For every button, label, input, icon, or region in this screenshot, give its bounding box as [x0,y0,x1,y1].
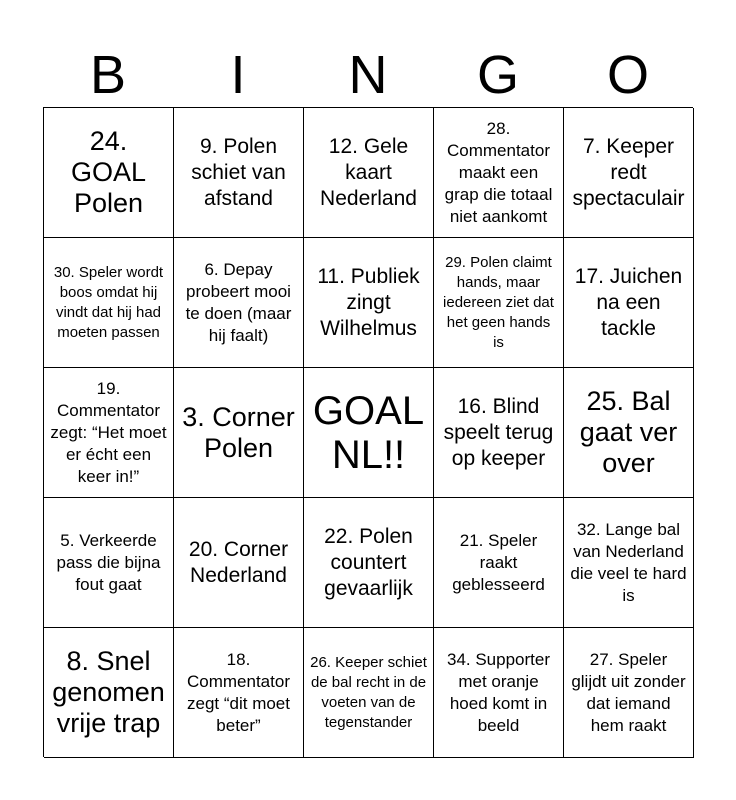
cell-text: 17. Juichen na een tackle [574,264,683,340]
cell-text: 5. Verkeerde pass die bijna fout gaat [56,530,161,594]
cell-text: 11. Publiek zingt Wilhelmus [317,264,420,340]
bingo-cell-r4c1[interactable] [44,498,174,628]
cell-text: 9. Polen schiet van afstand [191,134,286,210]
bingo-cell-r4c5[interactable] [564,498,694,628]
cell-text: 28. Commentator maakt een grap die totaal niet aankomt [444,118,553,226]
bingo-cell-r1c4[interactable] [434,108,564,238]
bingo-cell-free[interactable] [304,368,434,498]
cell-text: 26. Keeper schiet de bal recht in de voeten van de tegenstander [310,653,427,731]
cell-text: 3. Corner Polen [182,401,295,463]
bingo-cell-r3c4[interactable] [434,368,564,498]
bingo-cell-r2c1[interactable] [44,238,174,368]
bingo-cell-r3c5[interactable] [564,368,694,498]
cell-text: 16. Blind speelt terug op keeper [443,394,554,470]
cell-text: 27. Speler glijdt uit zonder dat iemand hem raakt [571,649,686,735]
bingo-cell-r5c5[interactable] [564,628,694,758]
cell-text: 12. Gele kaart Nederland [320,134,417,210]
bingo-board [43,107,693,757]
cell-text: 7. Keeper redt spectaculair [572,134,685,210]
cell-text: 34. Supporter met oranje hoed komt in beeld [446,649,550,735]
bingo-cell-r4c2[interactable] [174,498,304,628]
cell-text: 20. Corner Nederland [188,537,289,587]
bingo-cell-r4c4[interactable] [434,498,564,628]
bingo-cell-r2c3[interactable] [304,238,434,368]
bingo-header [43,42,693,108]
bingo-cell-r1c3[interactable] [304,108,434,238]
cell-text: 30. Speler wordt boos omdat hij vindt dat hij had moeten passen [53,263,164,341]
cell-text: 22. Polen countert gevaarlijk [324,524,413,600]
bingo-cell-r3c2[interactable] [174,368,304,498]
header-letter-i: I [230,45,246,105]
bingo-cell-r1c2[interactable] [174,108,304,238]
cell-text: GOAL NL!! [312,388,425,477]
bingo-cell-r2c2[interactable] [174,238,304,368]
cell-text: 25. Bal gaat ver over [579,386,678,478]
header-letter-b: B [89,45,127,105]
cell-text: 18. Commentator zegt “dit moet beter” [187,649,290,735]
cell-text: 24. GOAL Polen [70,126,147,218]
bingo-cell-r2c4[interactable] [434,238,564,368]
bingo-cell-r5c2[interactable] [174,628,304,758]
cell-text: 19. Commentator zegt: “Het moet er écht een keer in!” [50,378,167,486]
bingo-cell-r2c5[interactable] [564,238,694,368]
bingo-cell-r3c1[interactable] [44,368,174,498]
bingo-cell-r1c5[interactable] [564,108,694,238]
bingo-cell-r5c3[interactable] [304,628,434,758]
cell-text: 6. Depay probeert mooi te doen (maar hij faalt) [185,259,292,345]
header-letter-n: N [348,45,388,105]
bingo-cell-r5c1[interactable] [44,628,174,758]
bingo-cell-r1c1[interactable] [44,108,174,238]
cell-text: 8. Snel genomen vrije trap [52,646,165,738]
cell-text: 21. Speler raakt geblesseerd [452,530,545,594]
cell-text: 29. Polen claimt hands, maar iedereen ziet dat het geen hands is [443,253,554,351]
cell-text: 32. Lange bal van Nederland die veel te hard is [570,519,687,605]
bingo-cell-r4c3[interactable] [304,498,434,628]
header-letter-o: O [606,45,649,105]
bingo-cell-r5c4[interactable] [434,628,564,758]
header-letter-g: G [476,45,519,105]
